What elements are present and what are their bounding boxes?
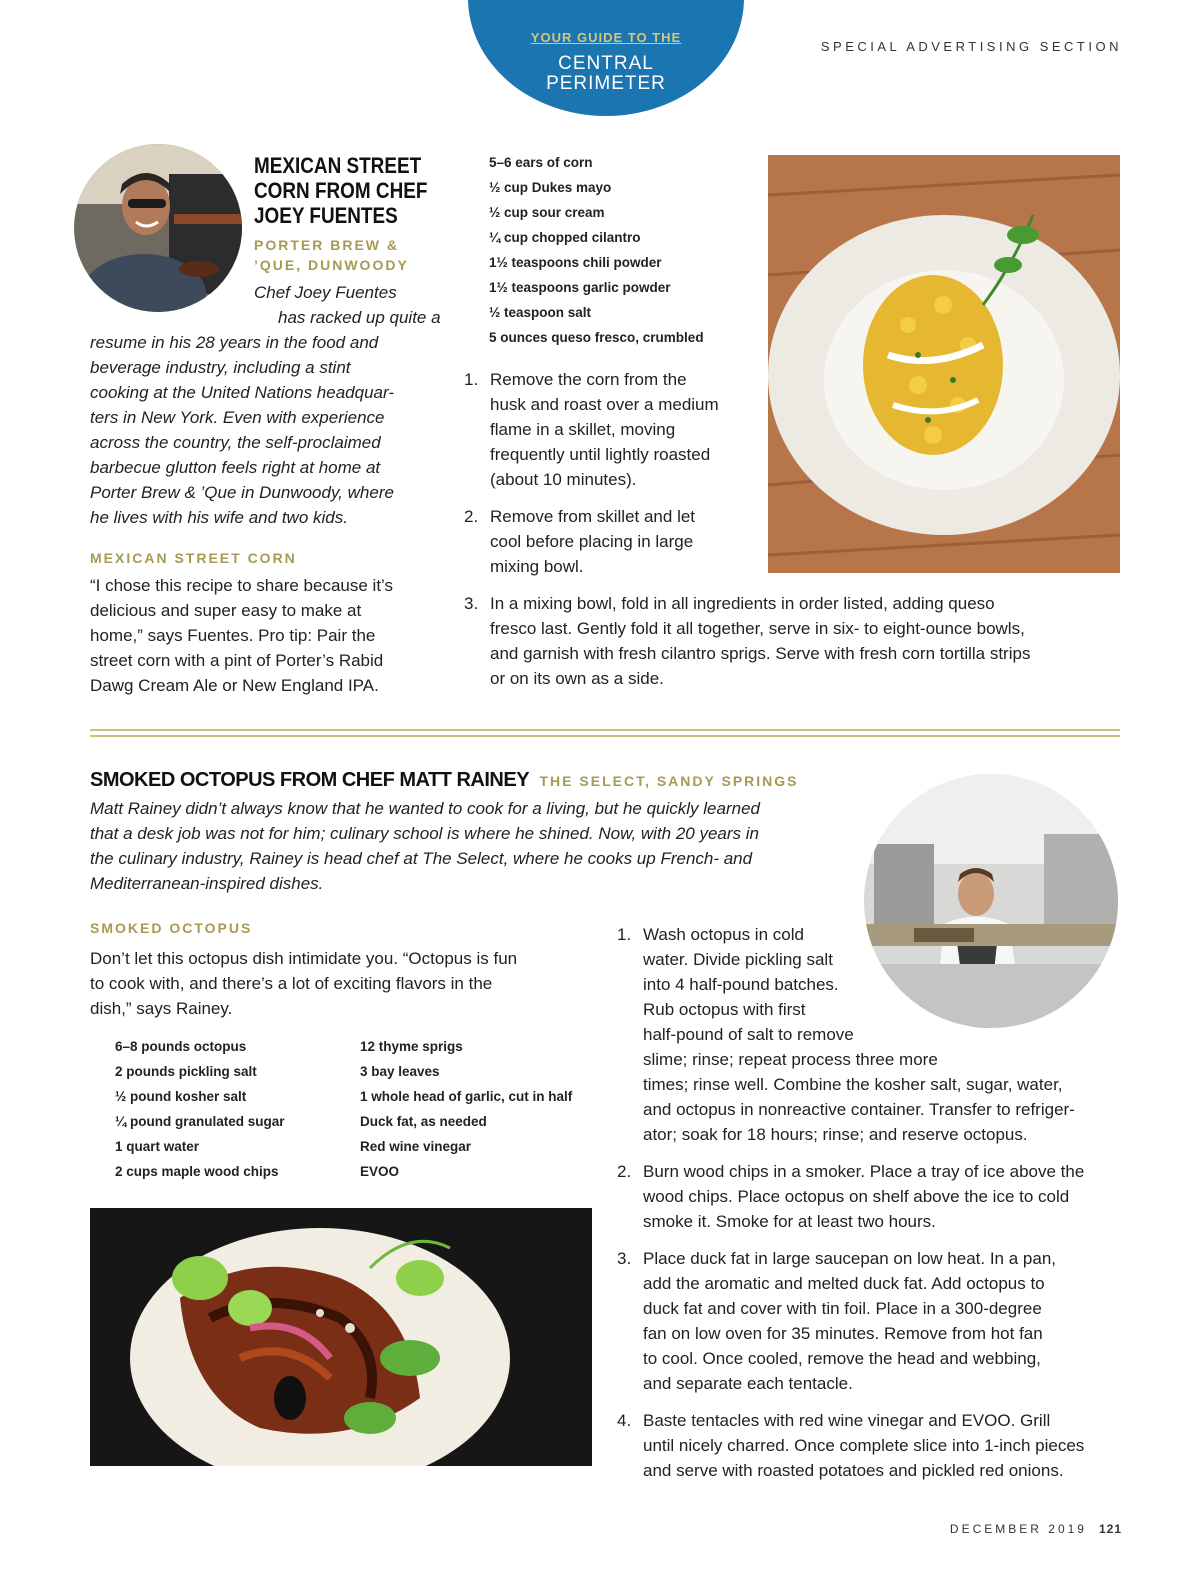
ingredient-item: Duck fat, as needed — [360, 1114, 487, 1129]
step-number: 1. — [464, 370, 479, 389]
section-divider — [90, 735, 1120, 737]
step-number: 2. — [617, 1162, 632, 1181]
badge-title — [468, 54, 744, 94]
step-item — [464, 367, 764, 492]
step-line: cool before placing in large — [490, 532, 694, 551]
step-line: fan on low oven for 35 minutes. Remove from hot fan — [643, 1324, 1043, 1343]
step-line: duck fat and cover with tin foil. Place in a 300-degree — [643, 1299, 1042, 1318]
step-line: Burn wood chips in a smoker. Place a tray of ice above the — [643, 1162, 1085, 1181]
issue-date: DECEMBER 2019 — [949, 1522, 1087, 1536]
intro-line: Dawg Cream Ale or New England IPA. — [90, 676, 379, 695]
step-line: (about 10 minutes). — [490, 470, 637, 489]
step-line: and separate each tentacle. — [643, 1374, 853, 1393]
step-line: mixing bowl. — [490, 557, 584, 576]
step-line: half-pound of salt to remove — [643, 1025, 854, 1044]
step-line: water. Divide pickling salt — [643, 950, 833, 969]
intro-line: home,” says Fuentes. Pro tip: Pair the — [90, 626, 376, 645]
ingredient-item: 1½ teaspoons garlic powder — [489, 280, 671, 295]
recipe-1-intro — [90, 573, 450, 698]
ingredient-item: ½ cup sour cream — [489, 205, 605, 220]
intro-line: delicious and super easy to make at — [90, 601, 362, 620]
recipe-2-venue: THE SELECT, SANDY SPRINGS — [539, 773, 799, 789]
step-line: In a mixing bowl, fold in all ingredients in order listed, adding queso — [490, 594, 995, 613]
bio-line: cooking at the United Nations headquar- — [90, 383, 394, 402]
ingredient-item: 12 thyme sprigs — [360, 1039, 463, 1054]
recipe-2-steps — [617, 922, 1127, 1495]
bio-line: barbecue glutton feels right at home at — [90, 458, 381, 477]
step-line: fresco last. Gently fold it all together, serve in six- to eight-ounce bowls, — [490, 619, 1025, 638]
ingredient-item: 5–6 ears of corn — [489, 155, 593, 170]
recipe-2-title: SMOKED OCTOPUS FROM CHEF MATT RAINEY — [90, 769, 530, 791]
title-line: JOEY FUENTES — [254, 203, 398, 228]
bio-line: the culinary industry, Rainey is head chef at The Select, where he cooks up French- and — [90, 849, 753, 868]
step-line: frequently until lightly roasted — [490, 445, 711, 464]
page-number: 121 — [1098, 1522, 1122, 1536]
ingredient-item: 1 whole head of garlic, cut in half — [360, 1089, 573, 1104]
ingredient-item: ½ teaspoon salt — [489, 305, 592, 320]
bio-line: resume in his 28 years in the food and — [90, 333, 379, 352]
badge-title-line: PERIMETER — [546, 73, 666, 94]
step-line: Remove the corn from the — [490, 370, 687, 389]
step-line: ator; soak for 18 hours; rinse; and reserve octopus. — [643, 1125, 1028, 1144]
intro-line: Don’t let this octopus dish intimidate you. “Octopus is fun — [90, 949, 518, 968]
bio-line: Mediterranean-inspired dishes. — [90, 874, 324, 893]
recipe-1-dish-heading: MEXICAN STREET CORN — [90, 550, 297, 566]
step-line: Wash octopus in cold — [643, 925, 804, 944]
step-line: or on its own as a side. — [490, 669, 664, 688]
badge-kicker: YOUR GUIDE TO THE — [530, 30, 682, 45]
section-label: SPECIAL ADVERTISING SECTION — [820, 39, 1122, 54]
intro-line: to cook with, and there’s a lot of exciting flavors in the — [90, 974, 493, 993]
ingredient-item: 6–8 pounds octopus — [115, 1039, 247, 1054]
title-line: MEXICAN STREET — [254, 153, 422, 178]
bio-line: Porter Brew & ’Que in Dunwoody, where — [90, 483, 394, 502]
ingredient-item: 1 quart water — [115, 1139, 200, 1154]
step-item — [464, 591, 1124, 691]
step-line: add the aromatic and melted duck fat. Add octopus to — [643, 1274, 1045, 1293]
recipe-1-steps — [464, 367, 1124, 703]
intro-line: dish,” says Rainey. — [90, 999, 233, 1018]
step-item — [464, 504, 764, 579]
ingredient-item: 2 pounds pickling salt — [115, 1064, 257, 1079]
bio-line: across the country, the self-proclaimed — [90, 433, 381, 452]
ingredient-item: EVOO — [360, 1164, 400, 1179]
intro-line: “I chose this recipe to share because it’s — [90, 576, 394, 595]
step-number: 2. — [464, 507, 479, 526]
ingredient-item: 2 cups maple wood chips — [115, 1164, 279, 1179]
step-line: husk and roast over a medium — [490, 395, 719, 414]
bio-line: that a desk job was not for him; culinary school is where he shined. Now, with 20 years in — [90, 824, 760, 843]
ingredient-item: ¼ pound granulated sugar — [115, 1114, 285, 1129]
venue-line: PORTER BREW & — [254, 237, 399, 253]
step-item — [617, 1408, 1127, 1483]
step-line: and garnish with fresh cilantro sprigs. Serve with fresh corn tortilla strips — [490, 644, 1031, 663]
step-item — [617, 1246, 1127, 1396]
section-badge — [468, 0, 744, 116]
step-line: smoke it. Smoke for at least two hours. — [643, 1212, 936, 1231]
badge-title-line: CENTRAL — [558, 53, 654, 74]
recipe-1-venue — [254, 235, 409, 275]
step-line: slime; rinse; repeat process three more — [643, 1050, 938, 1069]
ingredient-item: 5 ounces queso fresco, crumbled — [489, 330, 704, 345]
bio-line: has racked up quite a — [278, 308, 441, 327]
page-footer — [950, 1522, 1122, 1536]
ingredient-item: 3 bay leaves — [360, 1064, 440, 1079]
recipe-2-dish-heading: SMOKED OCTOPUS — [90, 920, 253, 936]
recipe-2-ingredients-col1 — [115, 1034, 285, 1184]
step-line: into 4 half-pound batches. — [643, 975, 839, 994]
recipe-1-title — [254, 153, 452, 228]
step-line: wood chips. Place octopus on shelf above the ice to cold — [643, 1187, 1070, 1206]
ingredient-item: 1½ teaspoons chili powder — [489, 255, 662, 270]
step-line: Place duck fat in large saucepan on low heat. In a pan, — [643, 1249, 1056, 1268]
step-item — [617, 922, 1127, 1147]
step-line: to cool. Once cooled, remove the head and webbing, — [643, 1349, 1041, 1368]
step-line: times; rinse well. Combine the kosher salt, sugar, water, — [643, 1075, 1063, 1094]
bio-line: Matt Rainey didn’t always know that he wanted to cook for a living, but he quickly learned — [90, 799, 760, 818]
step-line: Remove from skillet and let — [490, 507, 696, 526]
intro-line: street corn with a pint of Porter’s Rabid — [90, 651, 384, 670]
recipe-1-ingredients — [489, 150, 704, 350]
ingredient-item: ½ cup Dukes mayo — [489, 180, 612, 195]
step-line: and octopus in nonreactive container. Transfer to refriger- — [643, 1100, 1075, 1119]
step-line: until nicely charred. Once complete slice into 1-inch pieces — [643, 1436, 1085, 1455]
bio-line: Chef Joey Fuentes — [254, 283, 397, 302]
recipe-1-bio — [90, 280, 450, 530]
step-number: 3. — [617, 1249, 632, 1268]
step-number: 3. — [464, 594, 479, 613]
ingredient-item: ½ pound kosher salt — [115, 1089, 247, 1104]
bio-line: ters in New York. Even with experience — [90, 408, 385, 427]
step-number: 4. — [617, 1411, 632, 1430]
smoked-octopus-photo — [90, 1208, 592, 1466]
ingredient-item: Red wine vinegar — [360, 1139, 472, 1154]
step-item — [617, 1159, 1127, 1234]
recipe-2-header — [90, 768, 799, 793]
recipe-2-intro — [90, 946, 590, 1021]
octopus-dish-illustration — [90, 1208, 592, 1466]
title-line: CORN FROM CHEF — [254, 178, 428, 203]
bio-line: beverage industry, including a stint — [90, 358, 351, 377]
venue-line: ’QUE, DUNWOODY — [254, 257, 409, 273]
section-divider — [90, 729, 1120, 731]
step-line: Rub octopus with first — [643, 1000, 806, 1019]
bio-line: he lives with his wife and two kids. — [90, 508, 348, 527]
recipe-2-bio — [90, 796, 870, 896]
step-line: flame in a skillet, moving — [490, 420, 676, 439]
recipe-2-ingredients-col2 — [360, 1034, 572, 1184]
step-line: Baste tentacles with red wine vinegar and EVOO. Grill — [643, 1411, 1051, 1430]
step-number: 1. — [617, 925, 632, 944]
step-line: and serve with roasted potatoes and pickled red onions. — [643, 1461, 1064, 1480]
ingredient-item: ¼ cup chopped cilantro — [489, 230, 641, 245]
